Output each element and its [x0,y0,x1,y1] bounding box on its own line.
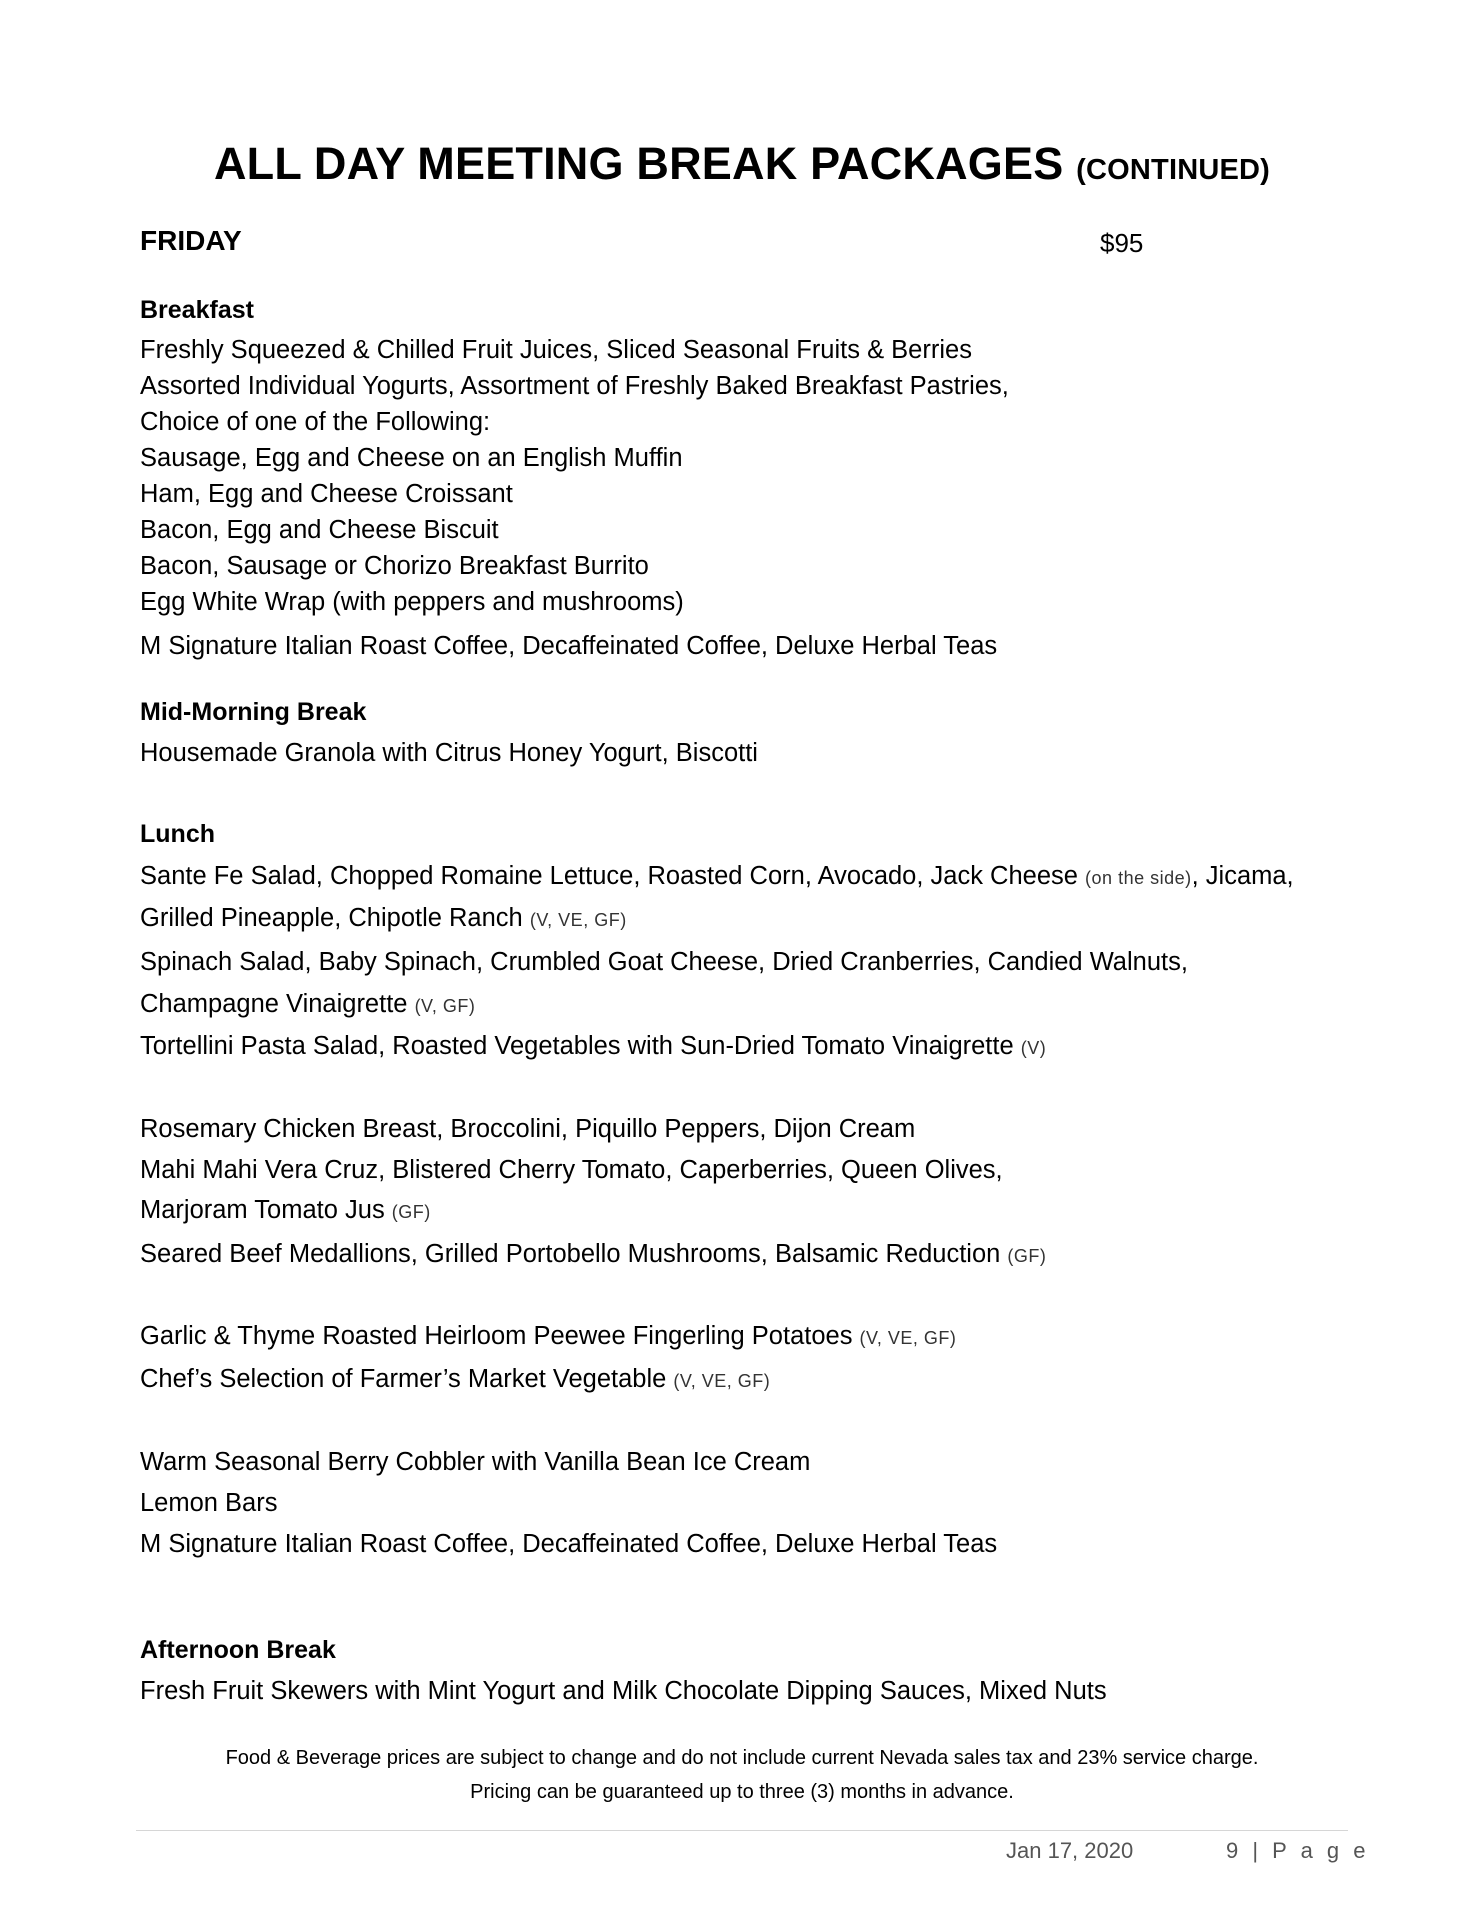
mid-morning-line: Housemade Granola with Citrus Honey Yogurt, Biscotti [140,739,758,767]
lunch-item: Rosemary Chicken Breast, Broccolini, Piquillo Peppers, Dijon Cream [140,1115,916,1143]
lunch-item: Spinach Salad, Baby Spinach, Crumbled Goat Cheese, Dried Cranberries, Candied Walnuts, [140,948,1188,976]
dietary-tag: (V, VE, GF) [673,1371,771,1391]
dietary-tag: (GF) [391,1202,431,1222]
page-title [0,138,1484,190]
breakfast-line: Egg White Wrap (with peppers and mushrooms) [140,588,684,616]
lunch-item [140,1240,1046,1269]
footer-note: Food & Beverage prices are subject to change and do not include current Nevada sales tax and 23% service charge. [225,1747,1259,1769]
lunch-item [140,990,475,1019]
lunch-item [140,904,627,933]
breakfast-title: Breakfast [140,296,254,324]
lunch-item [140,862,1294,891]
lunch-item-text: , Jicama, [1191,862,1294,890]
lunch-item [140,1196,431,1225]
lunch-item-text: Chef’s Selection of Farmer’s Market Vegetable [140,1365,667,1393]
package-day: FRIDAY [140,225,242,256]
dietary-tag: (V, VE, GF) [529,910,627,930]
breakfast-line: M Signature Italian Roast Coffee, Decaffeinated Coffee, Deluxe Herbal Teas [140,632,998,660]
afternoon-line: Fresh Fruit Skewers with Mint Yogurt and Milk Chocolate Dipping Sauces, Mixed Nuts [140,1677,1107,1705]
breakfast-line: Assorted Individual Yogurts, Assortment of Freshly Baked Breakfast Pastries, [140,372,1009,400]
lunch-item: Lemon Bars [140,1489,278,1517]
mid-morning-title: Mid-Morning Break [140,698,367,726]
footer-divider [136,1830,1348,1831]
lunch-item-text: Sante Fe Salad, Chopped Romaine Lettuce, Roasted Corn, Avocado, Jack Cheese [140,862,1078,890]
breakfast-line: Freshly Squeezed & Chilled Fruit Juices, Sliced Seasonal Fruits & Berries [140,336,972,364]
dietary-tag: (GF) [1007,1246,1047,1266]
lunch-item-text: Seared Beef Medallions, Grilled Portobello Mushrooms, Balsamic Reduction [140,1240,1001,1268]
dietary-tag: (V, GF) [414,996,476,1016]
lunch-item-text: Grilled Pineapple, Chipotle Ranch [140,904,523,932]
dietary-tag: (V) [1020,1038,1047,1058]
lunch-item: Mahi Mahi Vera Cruz, Blistered Cherry Tomato, Caperberries, Queen Olives, [140,1156,1003,1184]
lunch-item [140,1032,1046,1061]
lunch-title: Lunch [140,820,215,848]
breakfast-line: Sausage, Egg and Cheese on an English Muffin [140,444,683,472]
lunch-item: M Signature Italian Roast Coffee, Decaffeinated Coffee, Deluxe Herbal Teas [140,1530,998,1558]
breakfast-line: Choice of one of the Following: [140,408,491,436]
breakfast-line: Bacon, Egg and Cheese Biscuit [140,516,499,544]
breakfast-line: Ham, Egg and Cheese Croissant [140,480,513,508]
lunch-item [140,1365,770,1394]
footer-note: Pricing can be guaranteed up to three (3) months in advance. [470,1781,1014,1803]
afternoon-title: Afternoon Break [140,1636,336,1664]
page-title-suffix: (CONTINUED) [1076,154,1271,186]
page-number: 9 | P a g e [1226,1838,1370,1863]
lunch-item [140,1322,956,1351]
lunch-item-text: Champagne Vinaigrette [140,990,408,1018]
lunch-item: Warm Seasonal Berry Cobbler with Vanilla Bean Ice Cream [140,1448,811,1476]
lunch-item-text: Garlic & Thyme Roasted Heirloom Peewee Fingerling Potatoes [140,1322,853,1350]
dietary-tag: (V, VE, GF) [859,1328,957,1348]
page-title-text: ALL DAY MEETING BREAK PACKAGES [213,138,1064,189]
package-price: $95 [1100,228,1144,258]
lunch-item-text: Marjoram Tomato Jus [140,1196,385,1224]
lunch-item-note: (on the side) [1085,868,1192,888]
footer-date: Jan 17, 2020 [1006,1838,1134,1863]
breakfast-line: Bacon, Sausage or Chorizo Breakfast Burrito [140,552,649,580]
lunch-item-text: Tortellini Pasta Salad, Roasted Vegetables with Sun-Dried Tomato Vinaigrette [140,1032,1014,1060]
